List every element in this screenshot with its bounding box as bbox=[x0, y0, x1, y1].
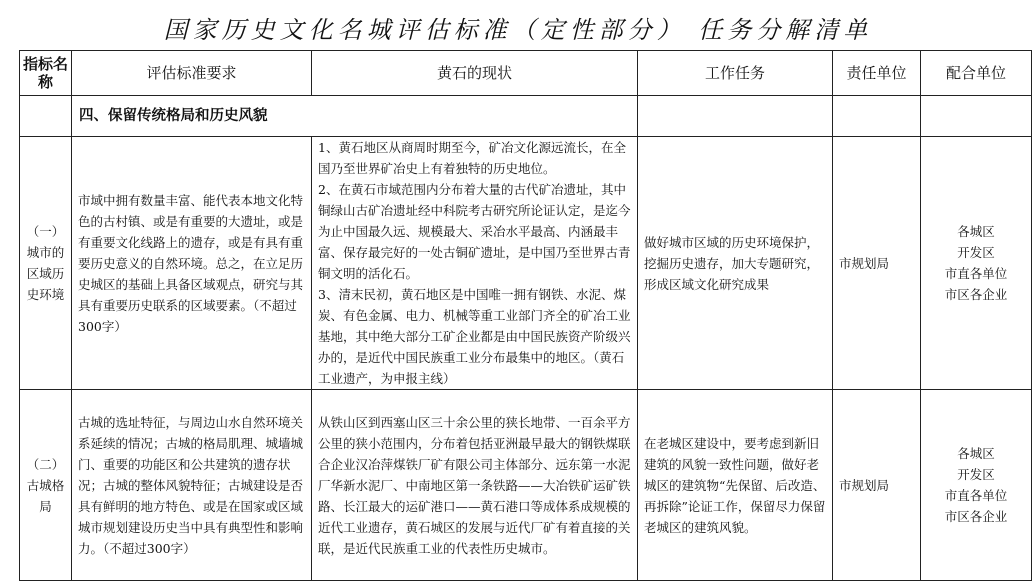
header-row bbox=[20, 51, 1032, 96]
task-cell: 做好城市区域的历史环境保护，挖掘历史遗存，加大专题研究，形成区域文化研究成果 bbox=[638, 137, 833, 390]
col-header-indicator: 指标名称 bbox=[20, 51, 72, 96]
status-item: 1、黄石地区从商周时期至今，矿冶文化源远流长，在全国乃至世界矿冶史上有着独特的历史地位。 bbox=[318, 140, 626, 176]
status-cell bbox=[312, 390, 638, 581]
status-item: 2、在黄石市域范围内分布着大量的古代矿冶遗址，其中铜绿山古矿冶遗址经中科院考古研究所论证认定，是迄今为止中国最久远、规模最大、采冶水平最高、内涵最丰富、保存最完好的一处古铜矿遗址，是中国乃至世界古青铜文明的活化石。 bbox=[318, 182, 631, 281]
cooperating-cell bbox=[921, 390, 1032, 581]
responsible-cell: 市规划局 bbox=[833, 390, 921, 581]
task-cell: 在老城区建设中，要考虑到新旧建筑的风貌一致性问题，做好老城区的建筑物“先保留、后改造、再拆除”论证工作，保留尽力保留老城区的建筑风貌。 bbox=[638, 390, 833, 581]
section-title: 四、保留传统格局和历史风貌 bbox=[72, 96, 638, 137]
document-title: 国家历史文化名城评估标准（定性部分） 任务分解清单 bbox=[163, 16, 873, 44]
indicator-cell: （一）城市的区域历史环境 bbox=[20, 137, 72, 390]
col-header-task: 工作任务 bbox=[638, 51, 833, 96]
col-header-responsible: 责任单位 bbox=[833, 51, 921, 96]
cooperating-unit: 市区各企业 bbox=[944, 509, 1008, 524]
col-header-standard: 评估标准要求 bbox=[72, 51, 312, 96]
indicator-cell: （二）古城格局 bbox=[20, 390, 72, 581]
cooperating-unit: 开发区 bbox=[957, 467, 995, 482]
responsible-cell: 市规划局 bbox=[833, 137, 921, 390]
cooperating-cell bbox=[921, 137, 1032, 390]
col-header-cooperating: 配合单位 bbox=[921, 51, 1032, 96]
cooperating-unit: 各城区 bbox=[957, 224, 995, 239]
standard-cell: 市域中拥有数量丰富、能代表本地文化特色的古村镇、或是有重要的大遗址，或是有重要文化线路上的遗存，或是有具有重要历史意义的自然环境。总之，在立足历史城区的基础上具备区域观点，研究与其具有重要历史联系的区域要素。（不超过300字） bbox=[72, 137, 312, 390]
section-row bbox=[20, 96, 1032, 137]
task-table bbox=[19, 50, 1032, 581]
standard-cell: 古城的选址特征，与周边山水自然环境关系延续的情况；古城的格局肌理、城墙城门、重要的功能区和公共建筑的遗存状况；古城的整体风貌特征；古城建设是否具有鲜明的地方特色、或是在国家或区域城市规划建设历史当中具有典型性和影响力。（不超过300字） bbox=[72, 390, 312, 581]
cooperating-unit: 市区各企业 bbox=[944, 287, 1008, 302]
status-cell bbox=[312, 137, 638, 390]
cooperating-unit: 市直各单位 bbox=[944, 488, 1008, 503]
cooperating-unit: 各城区 bbox=[957, 446, 995, 461]
col-header-status: 黄石的现状 bbox=[312, 51, 638, 96]
cooperating-unit: 开发区 bbox=[957, 245, 995, 260]
table-row bbox=[20, 137, 1032, 390]
cooperating-unit: 市直各单位 bbox=[944, 266, 1008, 281]
status-item: 从铁山区到西塞山区三十余公里的狭长地带、一百余平方公里的狭小范围内，分布着包括亚洲最早最大的钢铁煤联合企业汉冶萍煤铁厂矿有限公司主体部分、远东第一水泥厂华新水泥厂、中南地区第一条铁路——大冶铁矿运矿铁路、长江最大的运矿港口——黄石港口等成体系成规模的近代工业遗存，黄石城区的发展与近代厂矿有着直接的关联，是近代民族重工业的代表性历史城市。 bbox=[318, 414, 631, 556]
table-row bbox=[20, 390, 1032, 581]
status-item: 3、清末民初，黄石地区是中国唯一拥有钢铁、水泥、煤炭、有色金属、电力、机械等重工业部门齐全的矿冶工业基地，其中绝大部分工矿企业都是由中国民族资产阶级兴办的，是近代中国民族重工业分布最集中的地区。（黄石工业遗产，为申报主线） bbox=[318, 287, 631, 386]
